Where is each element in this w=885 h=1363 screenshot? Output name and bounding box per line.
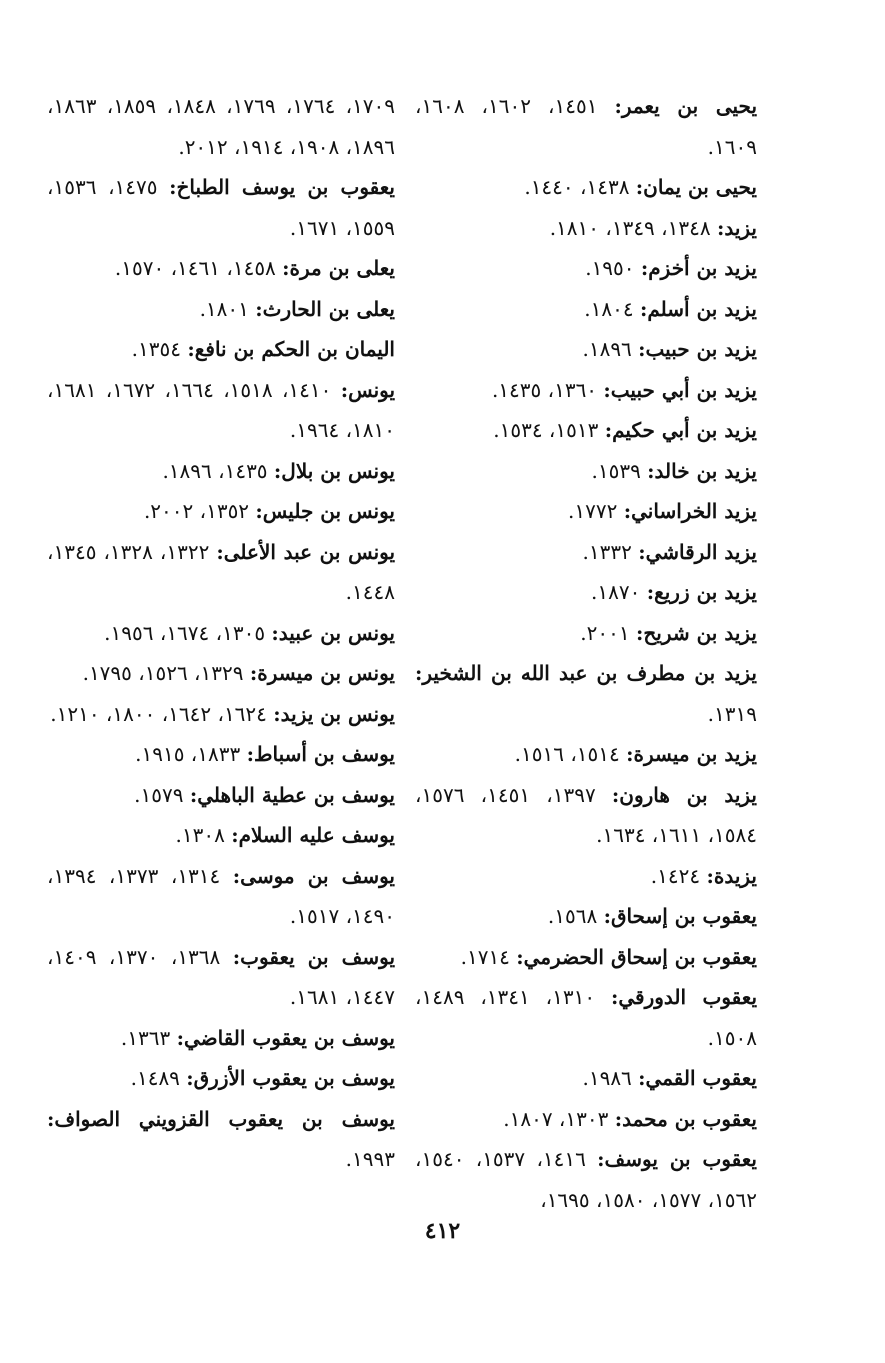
index-entry [415, 653, 757, 734]
entry-references: ١٨٧٠. [591, 580, 641, 604]
entry-references: ١٣٩٧، ١٤٥١، ١٥٧٦، ١٥٨٤، ١٦١١، ١٦٣٤. [415, 782, 757, 847]
index-entry [415, 1139, 757, 1220]
index-entry [47, 1099, 395, 1180]
entry-references: ١٥١٤، ١٥١٦. [514, 742, 620, 766]
entry-references: ١٤٣٥، ١٨٩٦. [162, 458, 268, 483]
entry-references: ١٣٣٢. [582, 539, 632, 564]
index-entry [415, 896, 757, 937]
entry-name: يزيد: [716, 215, 757, 240]
entry-name: يعقوب بن محمد: [614, 1106, 757, 1131]
entry-references: ١٩٨٦. [582, 1066, 632, 1090]
index-entry [415, 248, 757, 289]
index-entry [415, 572, 757, 613]
entry-references: ١٤١٠، ١٥١٨، ١٦٦٤، ١٦٧٢، ١٦٨١، ١٨١٠، ١٩٦٤. [47, 377, 395, 442]
entry-name: يوسف بن موسى: [232, 863, 395, 888]
entry-references: ٢٠٠١. [580, 620, 630, 645]
index-entry [47, 248, 395, 289]
index-entry [47, 370, 395, 451]
index-entry [415, 937, 757, 978]
entry-references: ١٤٥٨، ١٤٦١، ١٥٧٠. [114, 256, 276, 280]
entry-name: يزيد الخراساني: [623, 499, 757, 523]
entry-name: يزيد بن خالد: [647, 458, 757, 483]
entry-name: يوسف بن أسباط: [246, 742, 395, 766]
entry-name: يزيد بن مطرف بن عبد الله بن الشخير: [415, 661, 757, 685]
page-number: ٤١٢ [424, 1218, 461, 1244]
entry-references: ١٤١٦، ١٥٣٧، ١٥٤٠، ١٥٦٢، ١٥٧٧، ١٥٨٠، ١٦٩٥، [415, 1147, 757, 1212]
index-column-right [415, 86, 757, 1220]
entry-name: يوسف بن يعقوب الأزرق: [186, 1066, 395, 1090]
index-entry [415, 451, 757, 492]
index-entry [47, 491, 395, 532]
entry-name: يزيد بن ميسرة: [626, 742, 757, 766]
entry-name: يحيى بن يعمر: [614, 94, 758, 118]
index-entry [415, 329, 757, 370]
entry-references: ١٤٨٩. [130, 1066, 180, 1090]
index-entry [415, 775, 757, 856]
entry-references: ١٣٠٨. [175, 823, 225, 847]
entry-name: يوسف بن يعقوب القاضي: [176, 1025, 395, 1050]
entry-name: يعلى بن الحارث: [255, 296, 395, 321]
entry-name: يزيد بن هارون: [611, 782, 757, 807]
entry-name: يعقوب القمي: [638, 1066, 757, 1090]
entry-references: ١٧٠٩، ١٧٦٤، ١٧٦٩، ١٨٤٨، ١٨٥٩، ١٨٦٣، ١٨٩٦، ١٩٠٨، ١٩١٤، ٢٠١٢. [47, 94, 396, 159]
entry-references: ١٣١٤، ١٣٧٣، ١٣٩٤، ١٤٩٠، ١٥١٧. [47, 863, 395, 928]
entry-references: ١٤٧٥، ١٥٣٦، ١٥٥٩، ١٦٧١. [47, 175, 395, 240]
index-entry [415, 532, 757, 573]
entry-references: ١٩٩٣. [345, 1147, 395, 1171]
index-entry [415, 977, 757, 1058]
index-entry [47, 815, 395, 856]
entry-references: ١٣٢٩، ١٥٢٦، ١٧٩٥. [82, 661, 244, 685]
index-entry [47, 167, 395, 248]
index-entry [47, 289, 395, 330]
index-entry [47, 1058, 395, 1099]
entry-references: ١٣٤٨، ١٣٤٩، ١٨١٠. [549, 215, 711, 240]
index-entry [47, 734, 395, 775]
entry-name: يزيد الرقاشي: [638, 539, 757, 564]
entry-name: يوسف بن يعقوب: [232, 944, 396, 969]
entry-name: يزيد بن أبي حبيب: [603, 377, 757, 402]
entry-name: يونس بن بلال: [273, 458, 395, 483]
entry-name: يونس بن ميسرة: [249, 661, 395, 685]
index-entry [415, 734, 757, 775]
index-entry [415, 1099, 757, 1140]
index-entry [47, 937, 395, 1018]
entry-name: يعقوب الدورقي: [610, 985, 758, 1009]
entry-references: ١٧١٤. [460, 944, 510, 969]
entry-name: يعقوب بن إسحاق: [603, 904, 757, 928]
entry-references: ١٥١٣، ١٥٣٤. [493, 418, 599, 442]
index-entry [47, 329, 395, 370]
entry-name: يزيد بن أسلم: [639, 296, 757, 321]
index-entry [415, 856, 757, 897]
entry-references: ١٣٠٣، ١٨٠٧. [503, 1106, 609, 1131]
entry-references: ١٤٣٨، ١٤٤٠. [524, 175, 630, 199]
entry-references: ١٣٠٥، ١٦٧٤، ١٩٥٦. [104, 620, 266, 645]
index-entry [47, 1018, 395, 1059]
index-entry [415, 167, 757, 208]
entry-name: يوسف عليه السلام: [231, 823, 395, 847]
entry-references: ١٩٥٠. [585, 256, 635, 280]
entry-name: يزيد بن زريع: [646, 580, 757, 604]
entry-name: يزيد بن أبي حكيم: [604, 418, 757, 442]
entry-name: يونس بن يزيد: [273, 701, 395, 726]
entry-references: ١٦٢٤، ١٦٤٢، ١٨٠٠، ١٢١٠. [50, 701, 267, 726]
index-column-left [47, 86, 395, 1180]
index-entry [47, 86, 395, 167]
entry-name: يعقوب بن إسحاق الحضرمي: [516, 944, 757, 969]
entry-name: يحيى بن يمان: [635, 175, 757, 199]
entry-references: ١٨٩٦. [582, 337, 632, 361]
entry-name: يزيد بن أخزم: [640, 256, 757, 280]
index-entry [47, 451, 395, 492]
entry-references: ١٥٦٨. [547, 904, 598, 928]
index-entry [47, 775, 395, 816]
entry-references: ١٣١٩. [707, 701, 757, 726]
index-entry [415, 208, 757, 249]
entry-name: يعقوب بن يوسف الطباخ: [169, 175, 395, 199]
index-entry [47, 856, 395, 937]
entry-name: يوسف بن يعقوب القزويني الصواف: [47, 1106, 395, 1131]
index-entry [415, 86, 757, 167]
index-entry [415, 289, 757, 330]
entry-name: اليمان بن الحكم بن نافع: [187, 337, 395, 361]
index-entry [47, 653, 395, 694]
entry-references: ١٣٦٨، ١٣٧٠، ١٤٠٩، ١٤٤٧، ١٦٨١. [47, 944, 395, 1009]
entry-name: يزيد بن شريح: [635, 620, 757, 645]
entry-references: ١٣١٠، ١٣٤١، ١٤٨٩، ١٥٠٨. [415, 985, 757, 1050]
entry-name: يونس بن عبيد: [271, 620, 395, 645]
entry-name: يزيدة: [706, 863, 757, 888]
entry-references: ١٤٢٤. [650, 863, 701, 888]
index-entry [415, 613, 757, 654]
entry-name: يوسف بن عطية الباهلي: [189, 782, 395, 807]
index-entry [415, 491, 757, 532]
entry-references: ١٨٠١. [199, 296, 249, 321]
entry-references: ١٣٦٠، ١٤٣٥. [491, 377, 598, 402]
entry-name: يونس بن جليس: [255, 499, 395, 523]
entry-references: ١٥٣٩. [591, 458, 641, 483]
index-entry [47, 613, 395, 654]
entry-references: ١٨٠٤. [584, 296, 634, 321]
entry-name: يونس: [340, 377, 396, 402]
entry-references: ١٧٧٢. [568, 499, 618, 523]
entry-name: يونس بن عبد الأعلى: [216, 539, 396, 564]
index-entry [415, 410, 757, 451]
entry-references: ١٤٥١، ١٦٠٢، ١٦٠٨، ١٦٠٩. [415, 94, 757, 159]
index-entry [47, 694, 395, 735]
index-entry [47, 532, 395, 613]
entry-references: ١٥٧٩. [134, 782, 184, 807]
entry-references: ١٨٣٣، ١٩١٥. [135, 742, 241, 766]
index-entry [415, 370, 757, 411]
entry-references: ١٣٢٢، ١٣٢٨، ١٣٤٥، ١٤٤٨. [47, 539, 395, 604]
entry-references: ١٣٦٣. [120, 1025, 171, 1050]
entry-name: يزيد بن حبيب: [638, 337, 757, 361]
entry-name: يعلى بن مرة: [282, 256, 395, 280]
entry-name: يعقوب بن يوسف: [597, 1147, 757, 1171]
entry-references: ١٣٥٤. [131, 337, 181, 361]
index-entry [415, 1058, 757, 1099]
entry-references: ١٣٥٢، ٢٠٠٢. [143, 499, 250, 523]
